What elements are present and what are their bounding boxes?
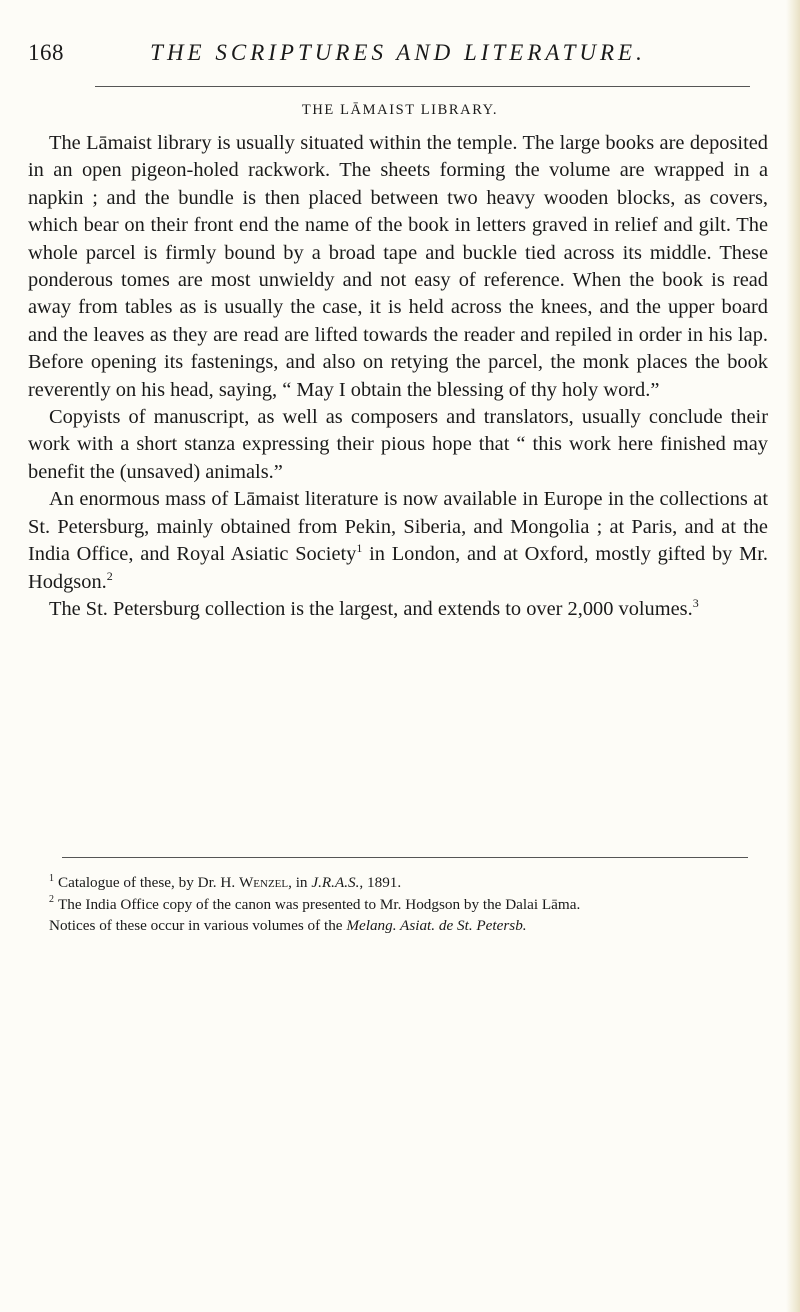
footnotes <box>28 872 768 937</box>
footnote-mark: 1 <box>49 872 54 884</box>
footnote-text: Notices of these occur in various volumes of the <box>49 917 347 934</box>
footnote-reference: 3 <box>692 596 699 611</box>
footnote-reference: 1 <box>356 541 363 556</box>
footnote <box>28 894 768 916</box>
footnote-journal: J.R.A.S. <box>311 874 360 891</box>
header-rule <box>95 86 750 87</box>
running-title: THE SCRIPTURES AND LITERATURE. <box>150 40 646 65</box>
paragraph <box>28 486 768 596</box>
footnote <box>28 915 768 937</box>
footnote-text: The India Office copy of the canon was presented to Mr. Hodgson by the Dalai Lāma. <box>58 895 581 913</box>
paragraph: Copyists of manuscript, as well as composers and translators, usually conclude their work with a short stanza expressing their pious hope that “ this work here finished may benefit the (unsaved) animals.” <box>28 406 768 483</box>
paragraph: The Lāmaist library is usually situated within the temple. The large books are deposited in an open pigeon-holed rackwork. The sheets forming the volume are wrapped in a napkin ; and the bundle is then placed between two heavy wooden blocks, as covers, which bear on their front end the name of the book in letters graved in relief and gilt. The whole parcel is firmly bound by a broad tape and buckle tied across its middle. These ponderous tomes are most unwieldy and not easy of reference. When the book is read away from tables as is usually the case, it is held across the knees, and the upper board and the leaves as they are read are lifted towards the reader and repiled in order in his lap. Before opening its fastenings, and also on retying the parcel, the monk places the book reverently on his head, saying, “ May I obtain the blessing of thy holy word.” <box>28 132 768 401</box>
footnote-journal: Melang. Asiat. de St. Petersb. <box>346 917 527 934</box>
body-text <box>28 130 768 623</box>
footnote-text: , 1891. <box>359 874 402 891</box>
paragraph-text: An enormous mass of Lāmaist literature is now available in Europe in the collections at St. Petersburg, mainly obtained from Pekin, Siberia, and Mongolia ; at Paris, and at the India Office, and Royal Asiatic Society <box>28 488 768 566</box>
section-heading: THE LĀMAIST LIBRARY. <box>301 102 499 118</box>
footnote-text: Catalogue of these, by Dr. H. <box>58 874 239 891</box>
footnote <box>28 872 768 894</box>
footnote-author: Wenzel <box>238 874 289 891</box>
paragraph-text: The St. Petersburg collection is the largest, and extends to over 2,000 volumes. <box>49 597 693 620</box>
paragraph-text: in London, and at Oxford, mostly gifted by Mr. Hodgson. <box>28 543 768 593</box>
footnote-mark: 2 <box>49 894 54 906</box>
page-number: 168 <box>28 40 64 65</box>
footnote-reference: 2 <box>106 568 113 583</box>
running-head <box>28 40 768 74</box>
footnote-text: , in <box>288 874 312 891</box>
footnote-rule <box>62 857 748 858</box>
paragraph <box>28 596 768 623</box>
page-edge <box>786 0 800 1312</box>
